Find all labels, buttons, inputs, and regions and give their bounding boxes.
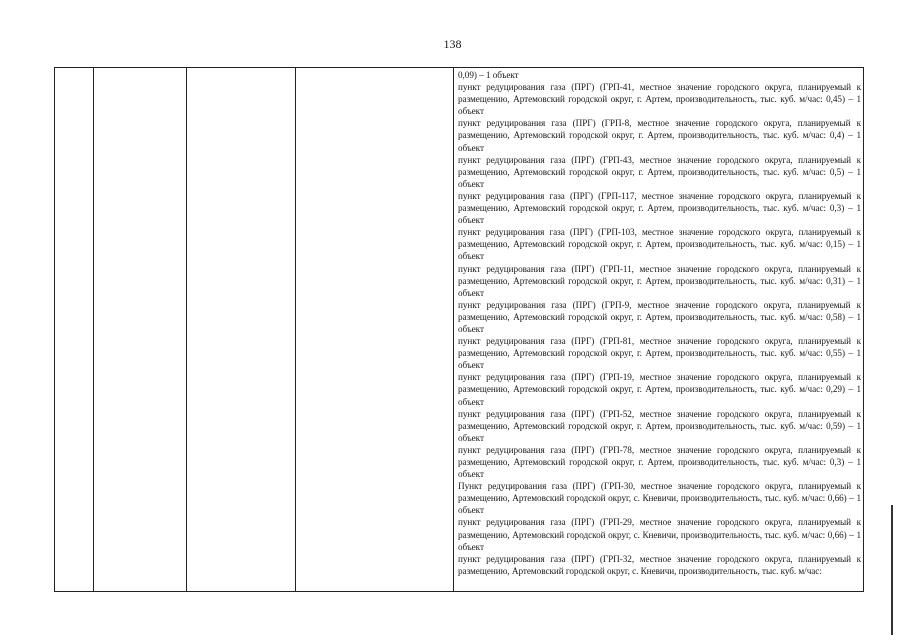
list-item: пункт редуцирования газа (ПРГ) (ГРП-32, местное значение городского округа, планируемый к размещению, Артемовский городской округ, с. Кневичи, производительность, тыс. куб. м/час: — [458, 553, 861, 576]
list-item: пункт редуцирования газа (ПРГ) (ГРП-11, местное значение городского округа, планируемый к размещению, Артемовский городской округ, г. Артем, производительность, тыс. куб. м/час: 0,31) – 1 объект — [458, 263, 861, 298]
table-cell-number — [55, 68, 94, 592]
continuation-text: 0,09) – 1 объект — [458, 70, 519, 80]
table-cell-column-2 — [94, 68, 187, 592]
list-item: пункт редуцирования газа (ПРГ) (ГРП-52, местное значение городского округа, планируемый к размещению, Артемовский городской округ, г. Артем, производительность, тыс. куб. м/час: 0,59) – 1 объект — [458, 408, 861, 443]
list-item: пункт редуцирования газа (ПРГ) (ГРП-19, местное значение городского округа, планируемый к размещению, Артемовский городской округ, г. Артем, производительность, тыс. куб. м/час: 0,29) – 1 объект — [458, 372, 861, 407]
list-item: пункт редуцирования газа (ПРГ) (ГРП-43, местное значение городского округа, планируемый к размещению, Артемовский городской округ, г. Артем, производительность, тыс. куб. м/час: 0,5) – 1 объект — [458, 154, 861, 189]
list-item: пункт редуцирования газа (ПРГ) (ГРП-41, местное значение городского округа, планируемый к размещению, Артемовский городской округ, г. Артем, производительность, тыс. куб. м/час: 0,45) – 1 объект — [458, 82, 861, 117]
list-item: пункт редуцирования газа (ПРГ) (ГРП-103, местное значение городского округа, планируемый к размещению, Артемовский городской округ, г. Артем, производительность, тыс. куб. м/час: 0,15) – 1 объект — [458, 227, 861, 262]
list-item: Пункт редуцирования газа (ПРГ) (ГРП-30, местное значение городского округа, планируемый к размещению, Артемовский городской округ, с. Кневичи, производительность, тыс. куб. м/час: 0,66) – 1 объект — [458, 481, 861, 516]
list-item: пункт редуцирования газа (ПРГ) (ГРП-78, местное значение городского округа, планируемый к размещению, Артемовский городской округ, г. Артем, производительность, тыс. куб. м/час: 0,3) – 1 объект — [458, 444, 861, 480]
document-table — [54, 67, 864, 592]
table-cell-column-3 — [187, 68, 296, 592]
table-cell-column-4 — [296, 68, 454, 592]
table-row — [55, 68, 864, 592]
table-cell-objects — [454, 68, 864, 592]
list-item: пункт редуцирования газа (ПРГ) (ГРП-9, местное значение городского округа, планируемый к размещению, Артемовский городской округ, г. Артем, производительность, тыс. куб. м/час: 0,58) – 1 объект — [458, 299, 861, 334]
list-item: пункт редуцирования газа (ПРГ) (ГРП-29, местное значение городского округа, планируемый к размещению, Артемовский городской округ, с. Кневичи, производительность, тыс. куб. м/час: 0,66) – 1 объект — [458, 517, 861, 552]
list-item: пункт редуцирования газа (ПРГ) (ГРП-117, местное значение городского округа, планируемый к размещению, Артемовский городской округ, г. Артем, производительность, тыс. куб. м/час: 0,3) – 1 объект — [458, 190, 861, 226]
page-number: 138 — [443, 37, 462, 51]
list-item: пункт редуцирования газа (ПРГ) (ГРП-8, местное значение городского округа, планируемый к размещению, Артемовский городской округ, г. Артем, производительность, тыс. куб. м/час: 0,4) – 1 объект — [458, 118, 861, 153]
entries-list — [458, 81, 861, 577]
list-item: пункт редуцирования газа (ПРГ) (ГРП-81, местное значение городского округа, планируемый к размещению, Артемовский городской округ, г. Артем, производительность, тыс. куб. м/час: 0,55) – 1 объект — [458, 336, 861, 371]
margin-scan-mark — [891, 505, 893, 635]
